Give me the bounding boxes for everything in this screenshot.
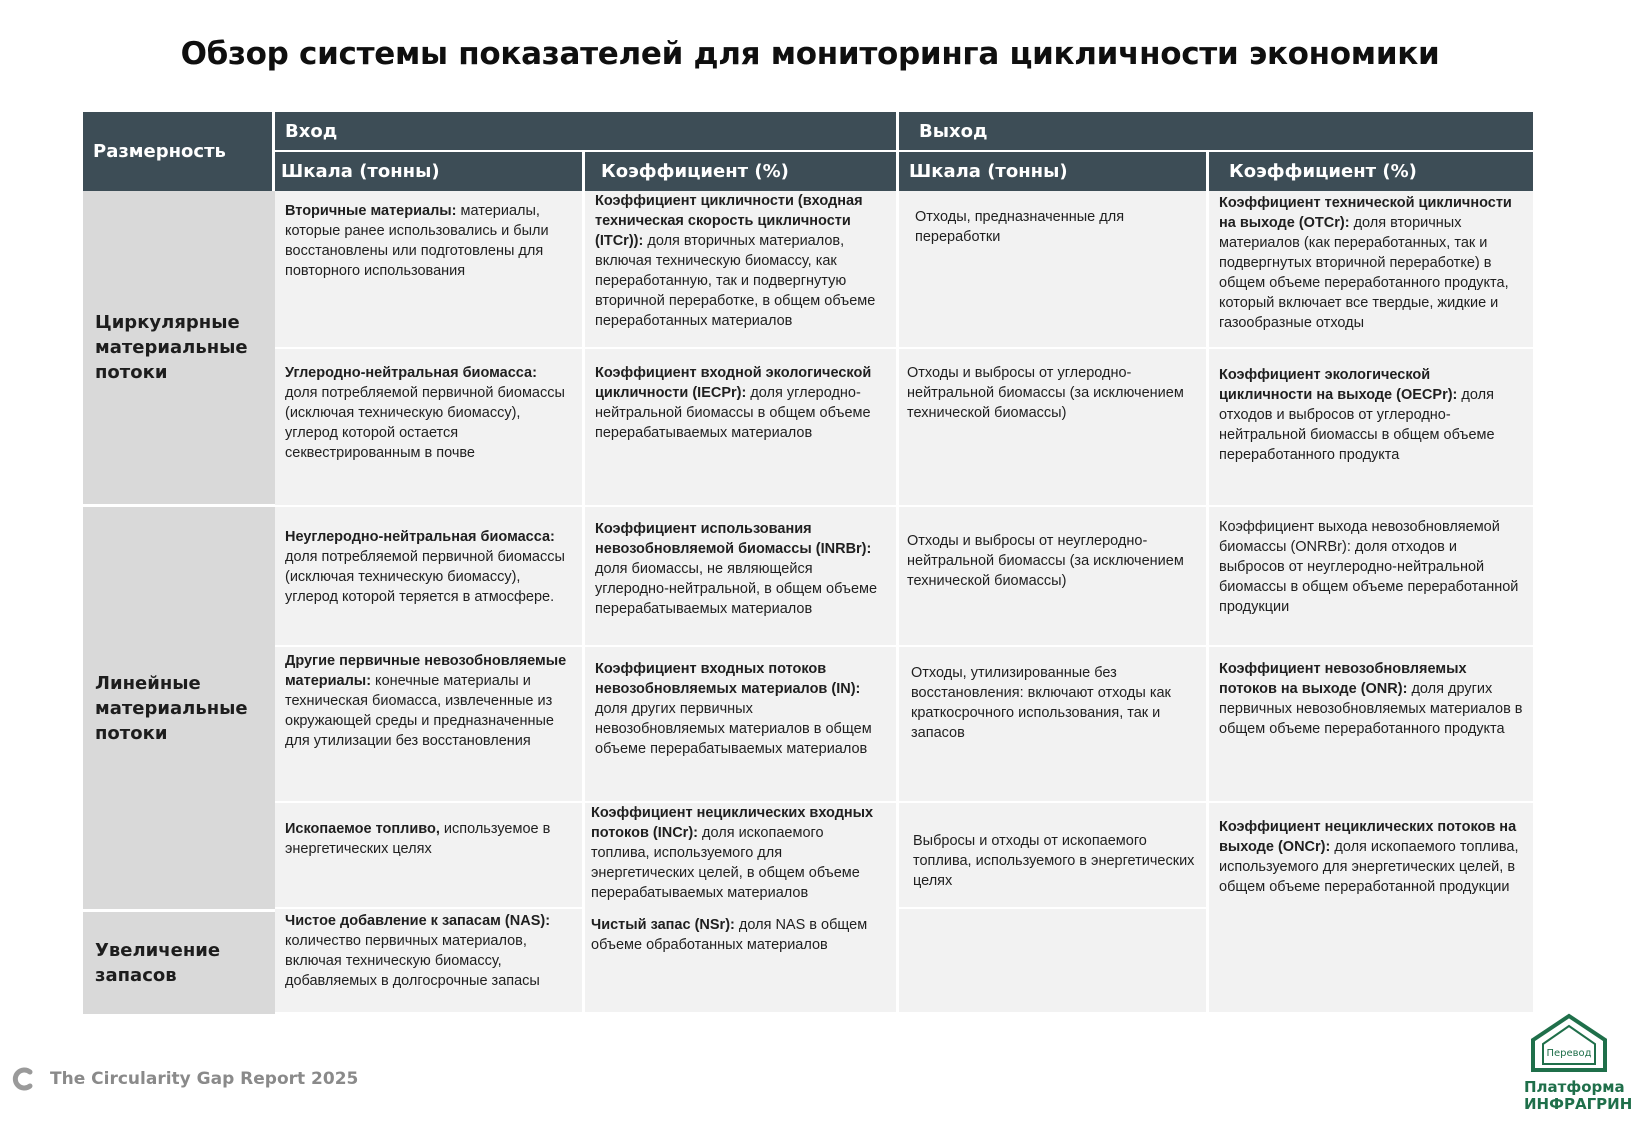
header-input: Вход [275, 112, 899, 152]
cell-nas [275, 909, 585, 1014]
dimension-circular: Циркулярные материальные потоки [83, 191, 275, 507]
cell-bold: Коэффициент нециклических потоков на выходе (ONCr): [1219, 819, 1517, 855]
footer [10, 1066, 358, 1092]
cell-in [585, 647, 899, 803]
cell-bold: Чистое добавление к запасам (NAS): [285, 913, 551, 929]
cell-text: доля других первичных невозобновляемых материалов в общем объеме перерабатываемых материалов [595, 701, 872, 757]
cell-fossil-emissions [899, 803, 1209, 909]
cell-bold: Вторичные материалы: [285, 203, 457, 219]
report-name: The Circularity Gap Report 2025 [50, 1069, 359, 1089]
dimension-linear: Линейные материальные потоки [83, 507, 275, 909]
cell-text: Отходы и выбросы от углеродно-нейтральной биомассы (за исключением технической биомассы) [907, 365, 1184, 421]
cell-text: доля вторичных материалов (как переработанных, так и подвергнутых вторичной переработке) в общем объеме переработанного продукта, который включает все твердые, жидкие и газообразные отходы [1219, 215, 1509, 331]
cell-carbon-neutral-biomass [275, 349, 585, 507]
cell-bold: Коэффициент технической цикличности на выходе (OTCr): [1219, 195, 1512, 231]
cell-text: количество первичных материалов, включая техническую биомассу, добавляемых в долгосрочные запасы [285, 933, 540, 989]
badge-line2: ИНФРАГРИН [1524, 1095, 1632, 1113]
header-input-scale: Шкала (тонны) [275, 152, 585, 191]
translation-badge [1524, 1010, 1632, 1113]
cell-onrbr [1209, 507, 1533, 647]
cell-disposed-waste [899, 647, 1209, 803]
cell-other-primary-materials [275, 647, 585, 803]
badge-label: Перевод [1546, 1048, 1592, 1059]
cell-bold: Чистый запас (NSr): [591, 917, 735, 933]
nsr-block [591, 915, 886, 955]
house-logo-icon [1527, 1010, 1611, 1074]
cell-bold: Другие первичные невозобновляемые материалы: [285, 653, 567, 689]
page-title: Обзор системы показателей для мониторинга цикличности экономики [180, 36, 1440, 72]
cell-text: Отходы, предназначенные для переработки [915, 209, 1125, 245]
badge-line1: Платформа [1524, 1078, 1625, 1096]
cell-bold: Коэффициент цикличности (входная техническая скорость цикличности (ITCr)): [595, 193, 863, 249]
cell-text: доля углеродно-нейтральной биомассы в общем объеме перерабатываемых материалов [595, 385, 871, 441]
header-dimension: Размерность [83, 112, 275, 191]
cell-text: доля отходов и выбросов от углеродно-нейтральной биомассы в общем объеме переработанного продукта [1219, 387, 1495, 463]
incr-block [591, 803, 886, 903]
cell-iecpr [585, 349, 899, 507]
cell-empty-out-ratio [1209, 909, 1533, 1014]
header-input-ratio: Коэффициент (%) [585, 152, 899, 191]
report-logo-icon [10, 1066, 36, 1092]
header-output: Выход [899, 112, 1533, 152]
header-output-scale: Шкала (тонны) [899, 152, 1209, 191]
cell-text: Отходы, утилизированные без восстановления: включают отходы как краткосрочного использования, так и запасов [911, 665, 1171, 741]
cell-bold: Коэффициент входной экологической цикличности (IECPr): [595, 365, 872, 401]
cell-text: доля потребляемой первичной биомассы (исключая техническую биомассу), углерод которой остается секвестрированным в почве [285, 385, 565, 461]
cell-oncr [1209, 803, 1533, 909]
dimension-stock: Увеличение запасов [83, 909, 275, 1014]
cell-bold: Коэффициент невозобновляемых потоков на выходе (ONR): [1219, 661, 1467, 697]
cell-text: доля ископаемого топлива, используемого для энергетических целей, в общем объеме перерабатываемых материалов [591, 825, 860, 901]
cell-text: доля других первичных невозобновляемых материалов в общем объеме переработанного продукта [1219, 681, 1523, 737]
cell-otcr [1209, 191, 1533, 349]
cell-text: Выбросы и отходы от ископаемого топлива, используемого в энергетических целях [913, 833, 1195, 889]
header-output-ratio: Коэффициент (%) [1209, 152, 1533, 191]
cell-secondary-materials [275, 191, 585, 349]
cell-fossil-fuel [275, 803, 585, 909]
cell-text: доля вторичных материалов, включая техническую биомассу, как переработанную, так и подвергнутую вторичной переработке, в общем объеме переработанных материалов [595, 233, 876, 329]
cell-bold: Коэффициент экологической цикличности на выходе (OECPr): [1219, 367, 1458, 403]
cell-carbon-neutral-waste [899, 349, 1209, 507]
cell-bold: Коэффициент использования невозобновляемой биомассы (INRBr): [595, 521, 872, 557]
cell-inrbr [585, 507, 899, 647]
cell-bold: Ископаемое топливо, [285, 821, 440, 837]
cell-empty-out-scale [899, 909, 1209, 1014]
cell-bold: Коэффициент входных потоков невозобновляемых материалов (IN): [595, 661, 861, 697]
cell-text: материалы, которые ранее использовались и были восстановлены или подготовлены для повторного использования [285, 203, 549, 279]
cell-incr-nsr [585, 803, 899, 1014]
cell-text: Коэффициент выхода невозобновляемой биомассы (ONRBr): доля отходов и выбросов от неуглеродно-нейтральной биомассы в общем объеме переработанной продукции [1219, 519, 1519, 615]
cell-text: доля NAS в общем объеме обработанных материалов [591, 917, 868, 953]
cell-bold: Неуглеродно-нейтральная биомасса: [285, 529, 555, 545]
cell-onr [1209, 647, 1533, 803]
cell-oecpr [1209, 349, 1533, 507]
cell-itcr [585, 191, 899, 349]
cell-text: используемое в энергетических целях [285, 821, 551, 857]
cell-text: конечные материалы и техническая биомасса, извлеченные из окружающей среды и предназначенные для утилизации без восстановления [285, 673, 554, 749]
cell-bold: Коэффициент нециклических входных потоков (INCr): [591, 805, 874, 841]
cell-non-carbon-neutral-waste [899, 507, 1209, 647]
cell-text: Отходы и выбросы от неуглеродно-нейтральной биомассы (за исключением технической биомассы) [907, 533, 1184, 589]
indicator-table [83, 112, 1533, 1014]
cell-text: доля потребляемой первичной биомассы (исключая техническую биомассу), углерод которой теряется в атмосфере. [285, 549, 565, 605]
cell-text: доля биомассы, не являющейся углеродно-нейтральной, в общем объеме перерабатываемых материалов [595, 561, 878, 617]
cell-waste-for-recycling [899, 191, 1209, 349]
cell-bold: Углеродно-нейтральная биомасса: [285, 365, 537, 381]
cell-text: доля ископаемого топлива, используемого для энергетических целей, в общем объеме переработанной продукции [1219, 839, 1519, 895]
cell-non-carbon-neutral-biomass [275, 507, 585, 647]
